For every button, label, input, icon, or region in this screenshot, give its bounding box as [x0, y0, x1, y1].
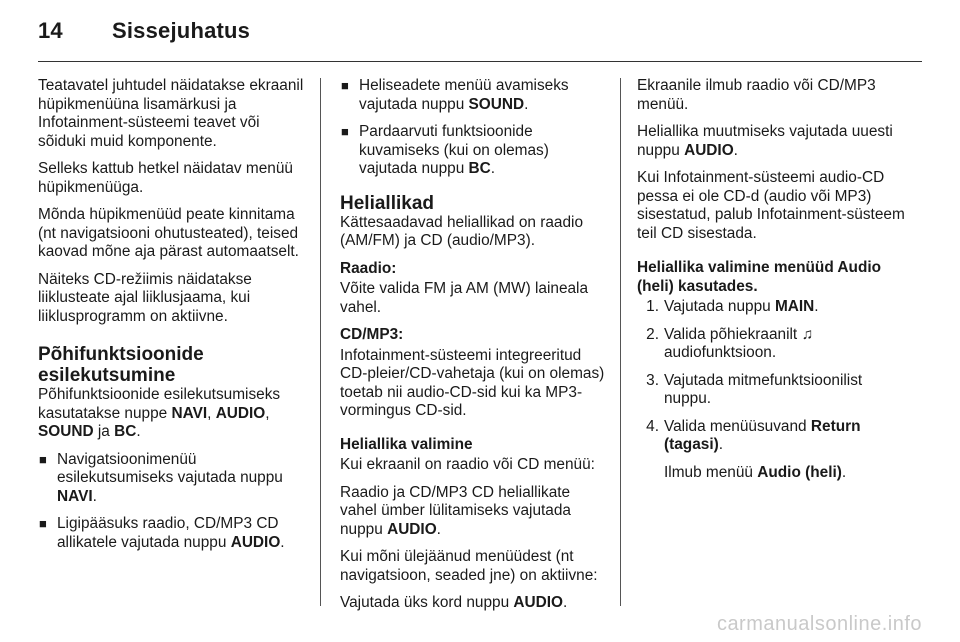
paragraph: Selleks kattub hetkel näidatav menüü hüpikmenüüga. [38, 160, 293, 196]
page-header [38, 18, 250, 44]
paragraph: Võite valida FM ja AM (MW) laineala vahel. [340, 280, 589, 316]
bullet-icon: ■ [341, 78, 349, 93]
subheading-cdmp3: CD/MP3: [340, 326, 404, 343]
paragraph: Kättesaadavad heliallikad on raadio (AM/FM) ja CD (audio/MP3). [340, 213, 584, 249]
paragraph: Kui ekraanil on raadio või CD menüü: [340, 456, 595, 473]
list-item: ■ Pardaarvuti funktsioonide kuvamiseks (kui on olemas) vajutada nuppu BC. [341, 123, 549, 177]
list-item: ■ Navigatsioonimenüü esilekutsumiseks vajutada nuppu NAVI. [39, 450, 283, 505]
page-title: Sissejuhatus [112, 18, 251, 43]
bullet-icon: ■ [39, 451, 47, 467]
paragraph: Põhifunktsioonide esilekutsumiseks kasutatakse nuppe NAVI, AUDIO, SOUND ja BC. [38, 386, 281, 440]
paragraph: Heliallika muutmiseks vajutada uuesti nuppu AUDIO. [637, 123, 893, 159]
column-divider-1 [320, 78, 321, 606]
bullet-icon: ■ [341, 124, 349, 139]
header-rule [38, 61, 922, 62]
subheading-menu-select: Heliallika valimine menüüd Audio (heli) kasutades. [637, 259, 882, 295]
list-item: 1. Vajutada nuppu MAIN. [646, 298, 819, 315]
column-divider-2 [620, 78, 621, 606]
column-3 [637, 77, 909, 491]
subheading-radio: Raadio: [340, 259, 397, 277]
paragraph: Mõnda hüpikmenüüd peate kinnitama (nt navigatsiooni ohutusteated), teised kaovad mõne aja pärast automaatselt. [38, 206, 299, 260]
section-heading-sources: Heliallikad [340, 192, 434, 214]
paragraph: Raadio ja CD/MP3 CD heliallikate vahel ümber lülitamiseks vajutada nuppu AUDIO. [340, 483, 571, 538]
list-item: ■ Heliseadete menüü avamiseks vajutada nuppu SOUND. [341, 77, 569, 113]
section-heading-main-functions: Põhifunktsioonide esilekutsumine [38, 344, 204, 386]
column-1 [38, 77, 308, 561]
page-number: 14 [38, 18, 63, 43]
paragraph: Infotainment-süsteemi integreeritud CD-pleier/CD-vahetaja (kui on olemas) toetab nii audio-CD-sid kui ka MP3-vormingus CD-sid. [340, 346, 605, 419]
watermark: carmanualsonline.info [716, 613, 922, 635]
paragraph: Kui mõni ülejäänud menüüdest (nt navigatsioon, seaded jne) on aktiivne: [340, 548, 598, 584]
paragraph: Ekraanile ilmub raadio või CD/MP3 menüü. [637, 77, 876, 113]
list-item: 4. Valida menüüsuvand Return (tagasi). [646, 417, 861, 453]
list-item: ■ Ligipääsuks raadio, CD/MP3 CD allikatele vajutada nuppu AUDIO. [39, 515, 285, 551]
paragraph: Näiteks CD-režiimis näidatakse liiklusteate ajal liiklusjaama, kui liiklusprogramm on aktiivne. [38, 270, 252, 325]
list-item: 3. Vajutada mitmefunktsioonilist nuppu. [646, 371, 863, 407]
bullet-icon: ■ [39, 516, 47, 531]
paragraph: Ilmub menüü Audio (heli). [664, 463, 847, 481]
list-item: 2. Valida põhiekraanilt ♫ audiofunktsioon. [646, 325, 814, 361]
paragraph: Teatavatel juhtudel näidatakse ekraanil hüpikmenüüna lisamärkusi ja Infotainment-süsteemi teavet või sõiduki muid komponente. [38, 77, 304, 150]
subheading-source-select: Heliallika valimine [340, 435, 473, 453]
paragraph: Kui Infotainment-süsteemi audio-CD pessa ei ole CD-d (audio või MP3) sisestatud, palub Infotainment-süsteem teil CD sisestada. [637, 169, 905, 242]
paragraph: Vajutada üks kord nuppu AUDIO. [340, 594, 568, 611]
column-2 [340, 77, 608, 622]
